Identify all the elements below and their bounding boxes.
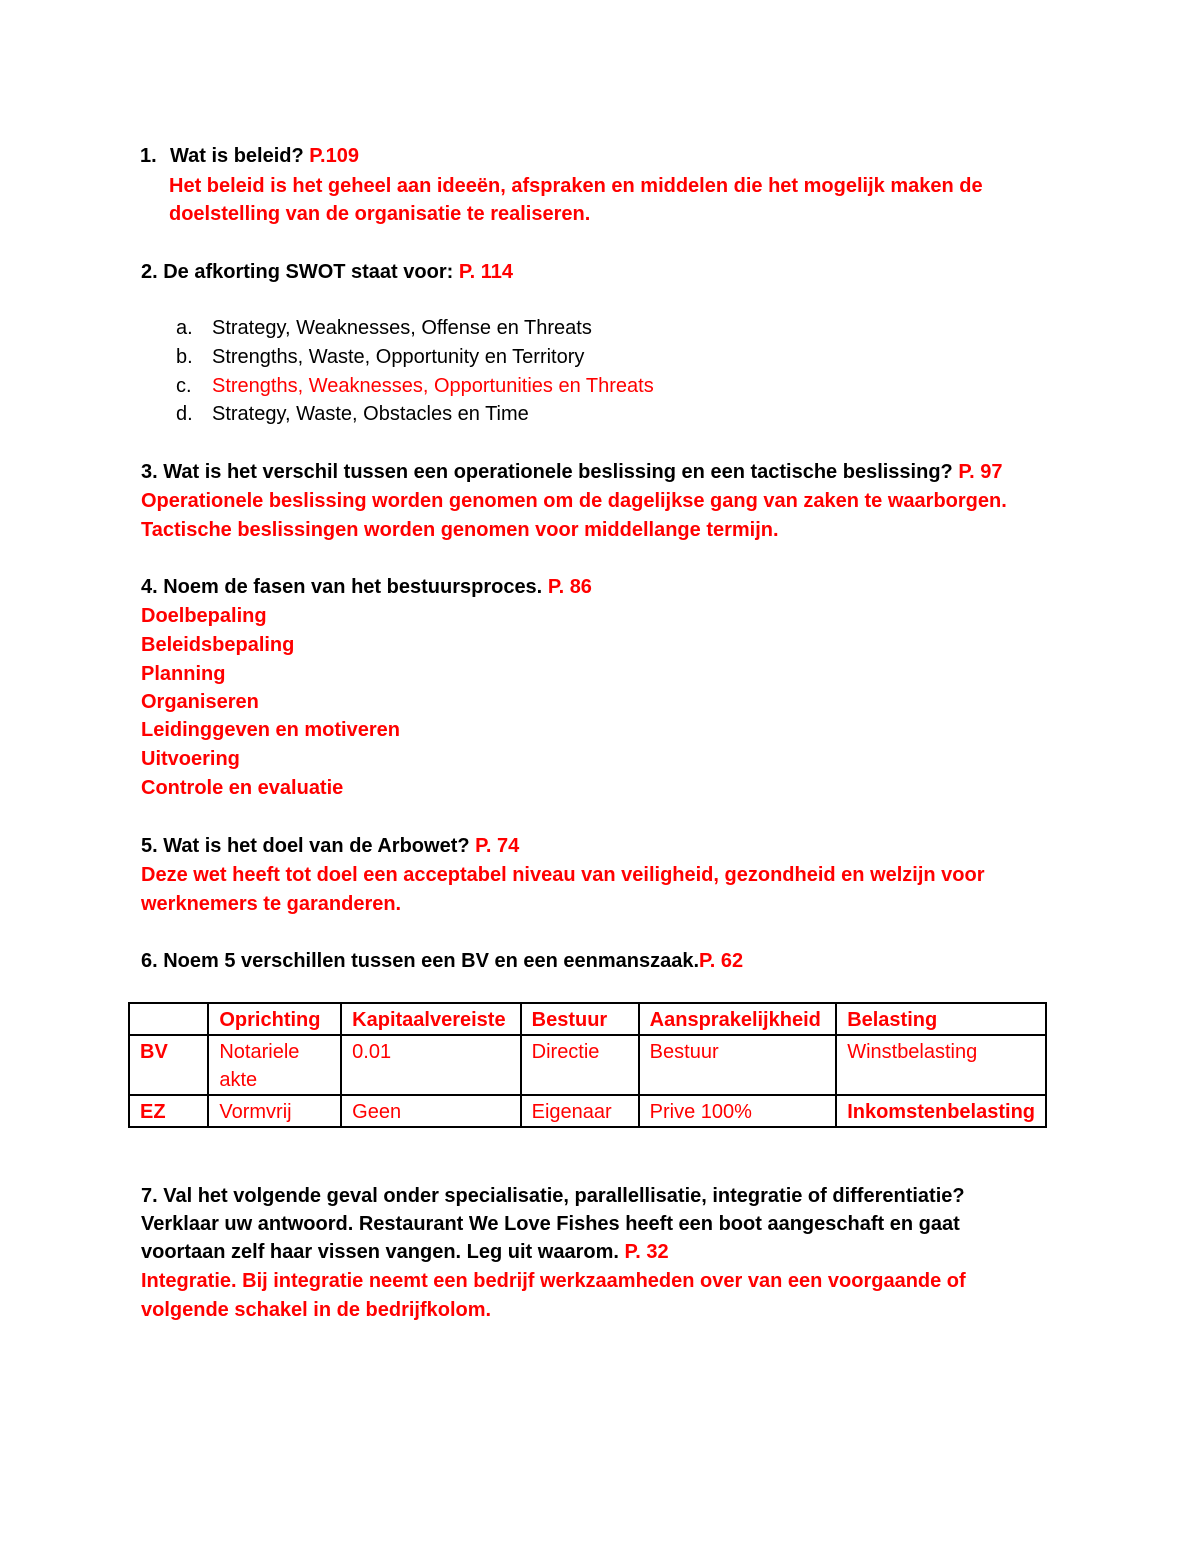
table-cell: Notariele akte [208,1035,341,1095]
q7-answer-line: Integratie. Bij integratie neemt een bedrijf werkzaamheden over van een voorgaande of [141,1270,966,1292]
table-row [129,1035,1046,1095]
table-header-cell [129,1003,208,1035]
q7-question-line-last [141,1238,669,1266]
q5-answer-line: werknemers te garanderen. [141,893,402,915]
q7-question-text: voortaan zelf haar vissen vangen. Leg uit waarom. [141,1241,619,1263]
option-letter: c. [176,375,192,397]
q4-phase: Uitvoering [141,748,240,770]
q4-phase: Organiseren [141,691,259,713]
table-cell: Vormvrij [208,1095,341,1127]
option-letter: d. [176,403,193,425]
option-text: Strengths, Weaknesses, Opportunities en Threats [212,375,654,397]
option-text: Strategy, Waste, Obstacles en Time [212,403,529,425]
q4-phase: Doelbepaling [141,605,267,627]
q4-question-text: 4. Noem de fasen van het bestuursproces. [141,576,543,598]
q3-answer-line: Tactische beslissingen worden genomen voor middellange termijn. [141,519,779,541]
table-header-cell: Oprichting [208,1003,341,1035]
q2-question-text: 2. De afkorting SWOT staat voor: [141,261,454,283]
table-row [129,1095,1046,1127]
q1-question [140,142,359,170]
q5-question-text: 5. Wat is het doel van de Arbowet? [141,835,470,857]
table-row-label: EZ [129,1095,208,1127]
q5-answer-line: Deze wet heeft tot doel een acceptabel niveau van veiligheid, gezondheid en welzijn voor [141,864,985,886]
table-cell: Inkomstenbelasting [836,1095,1046,1127]
q6-question-text: 6. Noem 5 verschillen tussen een BV en een eenmanszaak. [141,950,700,972]
table-header-cell: Kapitaalvereiste [341,1003,520,1035]
table-cell: 0.01 [341,1035,520,1095]
q3-page-ref: P. 97 [958,461,1003,483]
q1-page-ref: P.109 [309,145,359,167]
q6-question [141,947,743,975]
table-cell: Directie [521,1035,639,1095]
q4-phase: Leidinggeven en motiveren [141,719,400,741]
q4-phase: Controle en evaluatie [141,777,344,799]
q5-question [141,832,519,860]
q1-answer-line: doelstelling van de organisatie te realiseren. [169,203,591,225]
option-text: Strategy, Weaknesses, Offense en Threats [212,317,592,339]
q4-phase: Planning [141,663,226,685]
table-cell: Bestuur [639,1035,837,1095]
q4-page-ref: P. 86 [547,576,592,598]
comparison-table [128,1002,1047,1128]
table-header-row [129,1003,1046,1035]
table-row-label: BV [129,1035,208,1095]
option-text: Strengths, Waste, Opportunity en Territory [212,346,585,368]
q4-phase: Beleidsbepaling [141,634,295,656]
table-cell: Geen [341,1095,520,1127]
q5-page-ref: P. 74 [475,835,520,857]
table-cell: Prive 100% [639,1095,837,1127]
table-cell: Eigenaar [521,1095,639,1127]
q1-question-text: Wat is beleid? [170,145,304,167]
q2-page-ref: P. 114 [458,261,513,283]
q4-question [141,573,592,601]
option-letter: b. [176,346,193,368]
table-header-cell: Belasting [836,1003,1046,1035]
q1-answer-line: Het beleid is het geheel aan ideeën, afspraken en middelen die het mogelijk maken de [169,175,983,197]
q7-answer-line: volgende schakel in de bedrijfkolom. [141,1299,492,1321]
table-header-cell: Aansprakelijkheid [639,1003,837,1035]
q1-number: 1. [140,145,157,167]
q3-question-text: 3. Wat is het verschil tussen een operationele beslissing en een tactische beslissing? [141,461,953,483]
q7-page-ref: P. 32 [624,1241,669,1263]
q7-question-line: Verklaar uw antwoord. Restaurant We Love Fishes heeft een boot aangeschaft en gaat [141,1213,960,1235]
table-header-cell: Bestuur [521,1003,639,1035]
q3-answer-line: Operationele beslissing worden genomen om de dagelijkse gang van zaken te waarborgen. [141,490,1007,512]
q6-page-ref: P. 62 [699,950,744,972]
q7-question-line: 7. Val het volgende geval onder specialisatie, parallellisatie, integratie of differentiatie? [141,1185,965,1207]
option-letter: a. [176,317,193,339]
table-cell: Winstbelasting [836,1035,1046,1095]
q2-question [141,258,513,286]
q3-question [141,458,1002,486]
